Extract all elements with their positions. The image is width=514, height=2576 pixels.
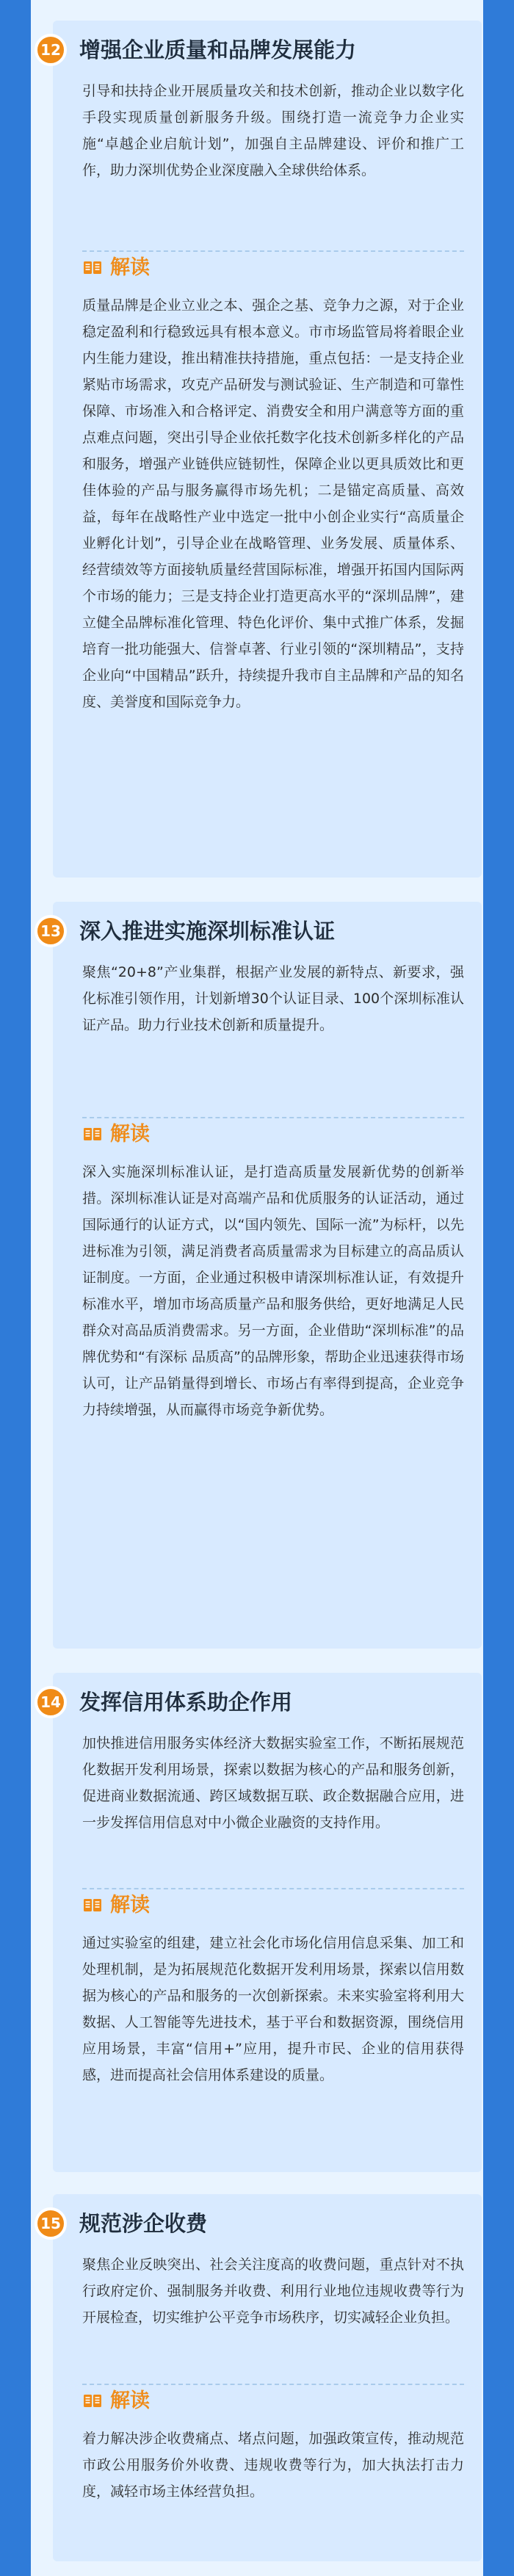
section-card (40, 21, 482, 878)
analysis-heading (82, 256, 150, 281)
analysis-text: 着力解决涉企收费痛点、堵点问题，加强政策宣传，推动规范市政公用服务价外收费、违规收费等行为，加大执法打击力度，减轻市场主体经营负担。 (82, 2431, 464, 2500)
analysis-text: 深入实施深圳标准认证，是打造高质量发展新优势的创新举措。深圳标准认证是对高端产品和优质服务的认证活动，通过国际通行的认证方式，以“国内领先、国际一流”为标杆，以先进标准为引领，满足消费者高质量需求为目标建立的高品质认证制度。一方面，企业通过积极申请深圳标准认证，有效提升标准水平，增加市场高质量产品和服务供给，更好地满足人民群众对高品质消费需求。另一方面，企业借助“深圳标准”的品牌优势和“有深标 品质高”的品牌形象，帮助企业迅速获得市场认可，让产品销量得到增长、市场占有率得到提高，企业竞争力持续增强，从而赢得市场竞争新优势。 (82, 1164, 464, 1418)
analysis-label: 解读 (110, 256, 150, 279)
section-card (40, 2194, 482, 2561)
open-book-icon (82, 1124, 103, 1145)
analysis-label: 解读 (110, 2389, 150, 2412)
section-title: 发挥信用体系助企作用 (79, 1690, 293, 1715)
section-number-badge: 12 (35, 34, 67, 66)
policy-text: 聚焦企业反映突出、社会关注度高的收费问题，重点针对不执行政府定价、强制服务并收费、利用行业地位违规收费等行为开展检查，切实维护公平竞争市场秩序，切实减轻企业负担。 (82, 2257, 464, 2326)
policy-text: 加快推进信用服务实体经济大数据实验室工作，不断拓展规范化数据开发利用场景，探索以数据为核心的产品和服务创新，促进商业数据流通、跨区域数据互联、政企数据融合应用，进一步发挥信用信息对中小微企业融资的支持作用。 (82, 1735, 464, 1831)
divider-line (82, 1117, 464, 1118)
analysis-text: 通过实验室的组建，建立社会化市场化信用信息采集、加工和处理机制，是为拓展规范化数据开发利用场景，探索以信用数据为核心的产品和服务的一次创新探索。未来实验室将利用大数据、人工智能等先进技术，基于平台和数据资源，围绕信用应用场景，丰富“信用+”应用，提升市民、企业的信用获得感，进而提高社会信用体系建设的质量。 (82, 1935, 464, 2083)
section-card (40, 1673, 482, 2172)
section-title: 深入推进实施深圳标准认证 (79, 919, 336, 944)
policy-text: 聚焦“20+8”产业集群，根据产业发展的新特点、新要求，强化标准引领作用，计划新增30个认证目录、100个深圳标准认证产品。助力行业技术创新和质量提升。 (82, 964, 464, 1033)
analysis-heading (82, 2389, 150, 2414)
open-book-icon (82, 1895, 103, 1916)
section-title: 规范涉企收费 (79, 2211, 208, 2236)
divider-line (82, 250, 464, 252)
analysis-label: 解读 (110, 1123, 150, 1146)
section-number-badge: 14 (35, 1686, 67, 1718)
section-number-badge: 15 (35, 2207, 67, 2240)
open-book-icon (82, 258, 103, 278)
open-book-icon (82, 2391, 103, 2412)
divider-line (82, 1888, 464, 1889)
section-card (40, 902, 482, 1649)
section-title: 增强企业质量和品牌发展能力 (79, 37, 357, 62)
policy-text: 引导和扶持企业开展质量攻关和技术创新，推动企业以数字化手段实现质量创新服务升级。围绕打造一流竞争力企业实施“卓越企业启航计划”，加强自主品牌建设、评价和推广工作，助力深圳优势企业深度融入全球供给体系。 (82, 83, 464, 178)
section-number-badge: 13 (35, 915, 67, 947)
analysis-heading (82, 1122, 150, 1147)
analysis-heading (82, 1893, 150, 1918)
analysis-text: 质量品牌是企业立业之本、强企之基、竞争力之源，对于企业稳定盈利和行稳致远具有根本意义。市市场监管局将着眼企业内生能力建设，推出精准扶持措施，重点包括：一是支持企业紧贴市场需求，攻克产品研发与测试验证、生产制造和可靠性保障、市场准入和合格评定、消费安全和用户满意等方面的重点难点问题，突出引导企业依托数字化技术创新多样化的产品和服务，增强产业链供应链韧性，保障企业以更具质效比和更佳体验的产品与服务赢得市场先机；二是锚定高质量、高效益，每年在战略性产业中选定一批中小创企业实行“高质量企业孵化计划”，引导企业在战略管理、业务发展、质量体系、经营绩效等方面接轨质量经营国际标准，增强开拓国内国际两个市场的能力；三是支持企业打造更高水平的“深圳品牌”，建立健全品牌标准化管理、特色化评价、集中式推广体系，发掘培育一批功能强大、信誉卓著、行业引领的“深圳精品”，支持企业向“中国精品”跃升，持续提升我市自主品牌和产品的知名度、美誉度和国际竞争力。 (82, 297, 464, 710)
divider-line (82, 2384, 464, 2385)
analysis-label: 解读 (110, 1894, 150, 1917)
